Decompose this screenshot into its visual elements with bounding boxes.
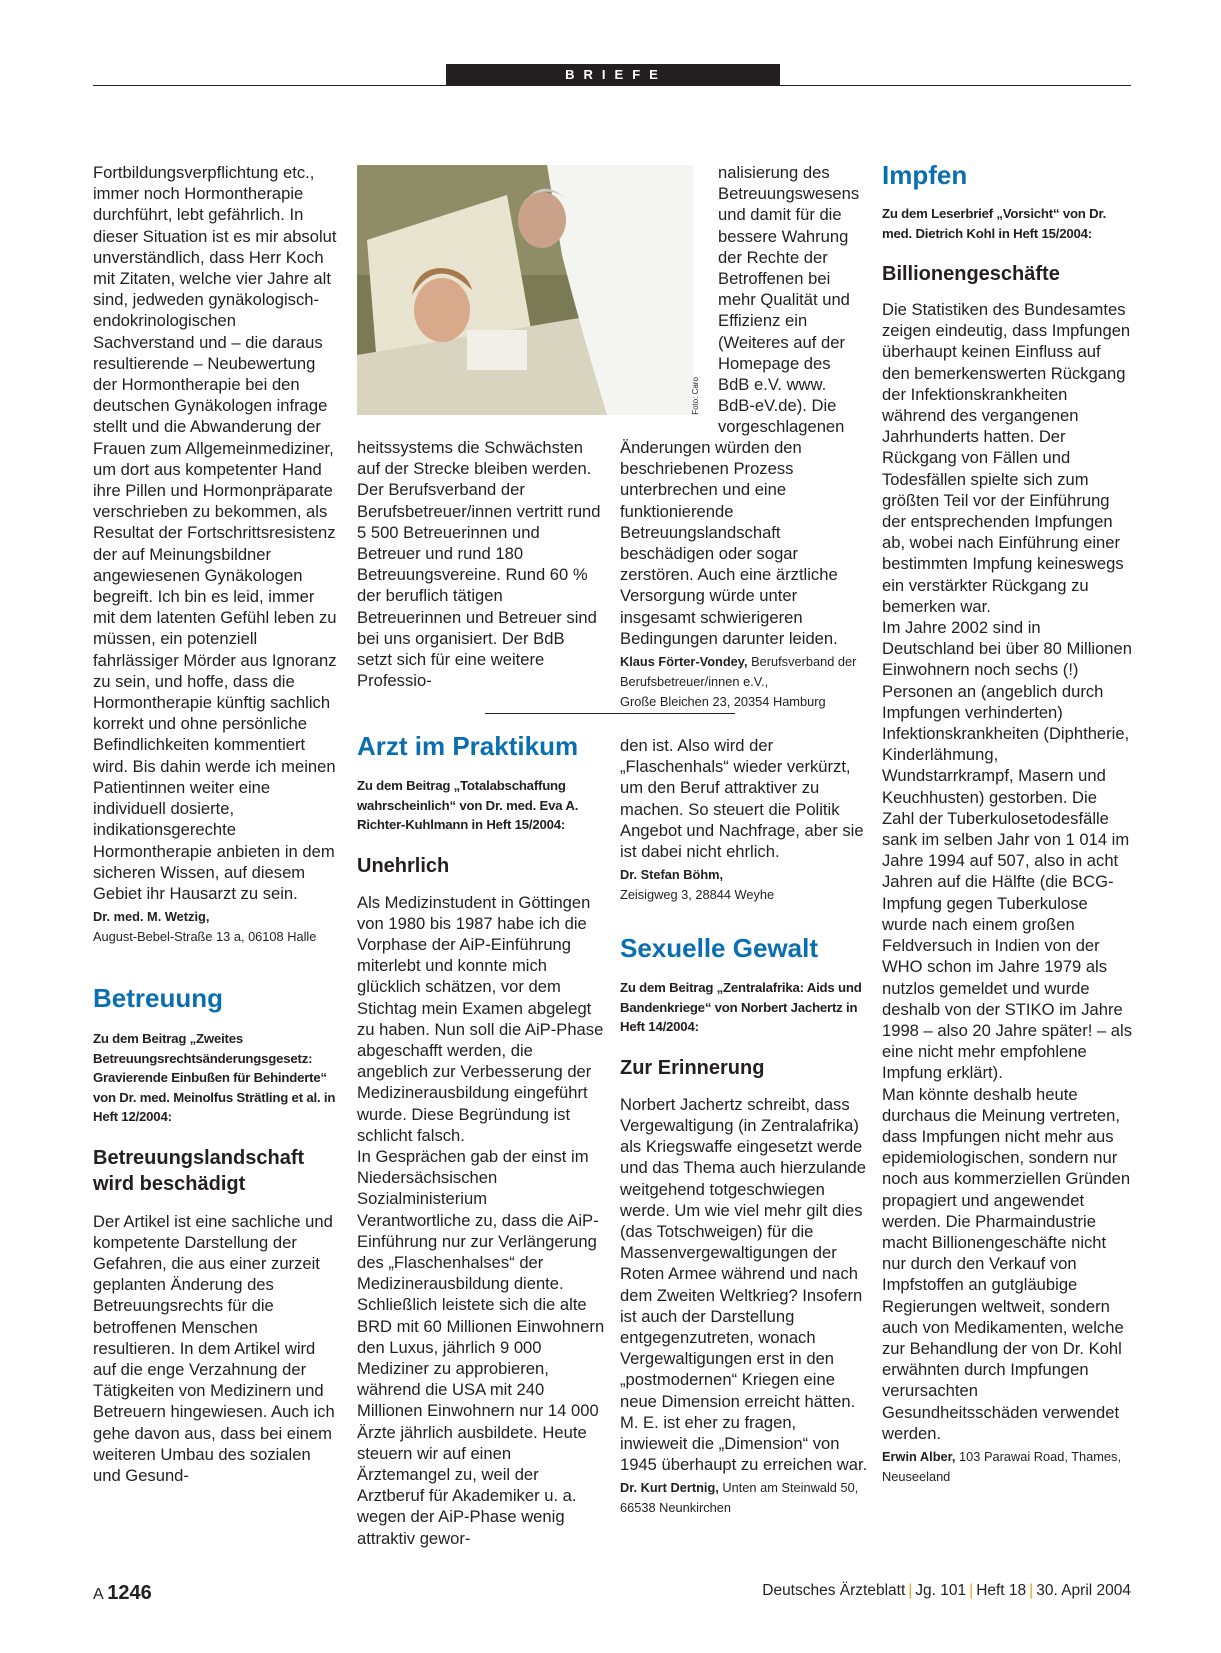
byline [93, 907, 339, 947]
rubric-heading: Betreuung [93, 983, 223, 1014]
section-divider [485, 713, 735, 714]
section-label: BRIEFE [446, 64, 780, 85]
separator: | [1029, 1582, 1034, 1599]
letter-paragraph: Änderungen würden den beschriebenen Prozess unterbrechen und eine funktionierende Betreuungslandschaft beschädigen oder sogar zerstören. Auch eine ärztliche Versorgung würde unter insgesamt schwierigeren Bedingungen darunter leiden. [620, 438, 838, 648]
byline [620, 865, 868, 905]
article-photo [357, 165, 700, 415]
rubric-heading: Impfen [882, 160, 968, 190]
author-name: Dr. med. M. Wetzig, [93, 909, 210, 925]
column-3-lower [620, 735, 868, 1518]
journal-date: 30. April 2004 [1036, 1582, 1131, 1599]
reference-note: Zu dem Beitrag „Zentralafrika: Aids und Bandenkriege“ von Norbert Jachertz in Heft 14/2004: [620, 980, 862, 1035]
author-address: August-Bebel-Straße 13 a, 06108 Halle [93, 929, 317, 945]
author-name: Erwin Alber, [882, 1448, 956, 1464]
author-address: Zeisigweg 3, 28844 Weyhe [620, 887, 775, 903]
letter-paragraph: Die Statistiken des Bundesamtes zeigen eindeutig, dass Impfungen überhaupt keinen Einfluss auf den bemerkenswerten Rückgang der Infektionskrankheiten während des vergangenen Jahrhunderts hatten. Der Rückgang von Fällen und Todesfällen spielte sich zum größten Teil vor der Einführung der entsprechenden Impfungen ab, wobei nach Einführung einer bestimmten Impfung keineswegs ein verstärkter Rückgang zu bemerken war. [882, 300, 1131, 616]
journal-name: Deutsches Ärzteblatt [762, 1582, 906, 1599]
byline [882, 1447, 1132, 1487]
column-3-side [718, 162, 866, 438]
letter-paragraph: Man könnte deshalb heute durchaus die Meinung vertreten, dass Impfungen nicht mehr aus epidemiologischen, sondern nur noch aus kommerziellen Gründen propagiert und angewendet werden. Die Pharmaindustrie macht Billionengeschäfte nicht nur durch den Verkauf von Impfstoffen an gutgläubige Regierungen weltweit, sondern auch von Medikamenten, welche zur Behandlung der von Dr. Kohl erwähnten durch Impfungen verursachten Gesundheitsschäden verwendet werden. [882, 1084, 1131, 1443]
letter-paragraph: den ist. Also wird der „Flaschenhals“ wieder verkürzt, um den Beruf attraktiver zu machen. So steuert die Politik Angebot und Nachfrage, aber sie ist dabei nicht ehrlich. [620, 736, 864, 862]
reference-note: Zu dem Leserbrief „Vorsicht“ von Dr. med. Dietrich Kohl in Heft 15/2004: [882, 206, 1107, 241]
author-name: Klaus Förter-Vondey, [620, 654, 748, 670]
letter-paragraph: Der Berufsverband der Berufsbetreuer/innen vertritt rund 5 500 Betreuerinnen und Betreuer und rund 180 Betreuungsvereine. Rund 60 % der beruflich tätigen Betreuerinnen und Betreuer sind bei uns organisiert. Der BdB setzt sich für eine weitere Professio- [357, 480, 601, 691]
letter-title: Billionengeschäfte [882, 263, 1060, 285]
letter-title: Unehrlich [357, 854, 450, 877]
author-address: Unten am Steinwald 50, 66538 Neunkirchen [620, 1480, 859, 1516]
byline [620, 652, 868, 712]
reference-note: Zu dem Beitrag „Zweites Betreuungsrechtsänderungsgesetz: Gravierende Einbußen für Behinderte“ von Dr. med. Meinolfus Strätling et al. in Heft 12/2004: [93, 1031, 336, 1125]
page-number [93, 1582, 152, 1605]
letter-title: Zur Erinnerung [620, 1056, 765, 1079]
reference-note: Zu dem Beitrag „Totalabschaffung wahrscheinlich“ von Dr. med. Eva A. Richter-Kuhlmann in Heft 15/2004: [357, 778, 579, 832]
column-3 [620, 437, 868, 712]
separator: | [969, 1582, 974, 1599]
journal-volume: Jg. 101 [915, 1582, 967, 1599]
page-prefix: A [93, 1586, 103, 1603]
author-name: Dr. Kurt Dertnig, [620, 1480, 719, 1496]
journal-issue: Heft 18 [976, 1582, 1027, 1599]
letter-paragraph: Der Artikel ist eine sachliche und kompetente Darstellung der Gefahren, die aus einer zurzeit geplanten Änderung des Betreuungsrechts für die betroffenen Menschen resultieren. In dem Artikel wird auf die enge Verzahnung der Tätigkeiten von Medizinern und Betreuern hingewiesen. Auch ich gehe davon aus, dass bei einem weiteren Umbau des sozialen und Gesund- [93, 1211, 335, 1486]
author-name: Dr. Stefan Böhm, [620, 867, 724, 883]
column-1 [93, 162, 339, 1486]
page-number-value: 1246 [107, 1582, 152, 1604]
column-2-lower [357, 731, 605, 1549]
letter-title: Betreuungslandschaft wird beschädigt [93, 1146, 305, 1195]
letter-paragraph: Als Medizinstudent in Göttingen von 1980 bis 1987 habe ich die Vorphase der AiP-Einführung miterlebt und konnte mich glücklich schätzen, vor dem Stichtag mein Examen abgelegt zu haben. Nun soll die AiP-Phase abgeschafft werden, die angeblich zur Verbesserung der Medizinerausbildung eingeführt wurde. Diese Begründung ist schlicht falsch. [357, 892, 604, 1145]
letter-paragraph: Im Jahre 2002 sind in Deutschland bei über 80 Millionen Einwohnern noch sechs (!) Personen an (angeblich durch Impfungen verhinderten) Infektionskrankheiten (Diphtherie, Kinderlähmung, Wundstarrkrampf, Masern und Keuchhusten) gestorben. Die Zahl der Tuberkulosetodesfälle sank im selben Jahr von 1 014 im Jahre 1994 auf 507, also in acht Jahren auf die Hälfte (die BCG-Impfung gegen Tuberkulose wurde nach einem großen Feldversuch in Indien von der WHO schon im Jahre 1979 als nutzlos gemeldet und wurde deshalb von der STIKO im Jahre 1998 – also 20 Jahre später! – als eine nicht mehr empfohlene Impfung erklärt). [882, 618, 1132, 1083]
letter-paragraph: Norbert Jachertz schreibt, dass Vergewaltigung (in Zentralafrika) als Kriegswaffe eingesetzt werde und das Thema auch hierzulande weitgehend totgeschwiegen werde. Um wie viel mehr gilt dies (das Totschweigen) für die Massenvergewaltigungen der Roten Armee während und nach dem Zweiten Weltkrieg? Insofern ist auch der Darstellung entgegenzutreten, wonach Vergewaltigungen erst in den „postmodernen“ Kriegen eine neue Dimension erreicht hätten. M. E. ist eher zu fragen, inwieweit die „Dimension“ von 1945 überhaupt zu erreichen war. [620, 1094, 868, 1475]
letter-paragraph: heitssystems die Schwächsten auf der Strecke bleiben werden. [357, 438, 592, 479]
author-affiliation: Berufsverband der Berufsbetreuer/innen e.V., [620, 654, 857, 690]
letter-paragraph: In Gesprächen gab der einst im Niedersächsischen Sozialministerium Verantwortliche zu, dass die AiP-Einführung nur zur Verlängerung des „Flaschenhalses“ der Medizinerausbildung diente. Schließlich leistete sich die alte BRD mit 60 Millionen Einwohnern den Luxus, jährlich 9 000 Mediziner zu approbieren, während die USA mit 240 Millionen Einwohnern nur 14 000 Ärzte jährlich ausbildete. Heute steuern wir auf einen Ärztemangel zu, weil der Arztberuf für Akademiker u. a. wegen der AiP-Phase wenig attraktiv gewor- [357, 1146, 605, 1548]
separator: | [908, 1582, 913, 1599]
letter-paragraph: nalisierung des Betreuungswesens und damit für die bessere Wahrung der Rechte der Betroffenen bei mehr Qualität und Effizienz ein (Weiteres auf der Homepage des BdB e.V. www. BdB-eV.de). Die vorgeschlagenen [718, 163, 860, 437]
author-address: Große Bleichen 23, 20354 Hamburg [620, 694, 826, 710]
header-rule [93, 85, 1131, 86]
byline [620, 1478, 868, 1518]
column-2 [357, 437, 603, 691]
author-address: 103 Parawai Road, Thames, Neuseeland [882, 1448, 1121, 1484]
letter-continuation: Fortbildungsverpflichtung etc., immer noch Hormontherapie durchführt, lebt gefährlich. In dieser Situation ist es mir absolut unverständlich, dass Herr Koch mit Zitaten, welche vier Jahre alt sind, jedweden gynäkologisch-endokrinologischen Sachverstand und – die daraus resultierende – Neubewertung der Hormontherapie bei den deutschen Gynäkologen infrage stellt und die Abwanderung der Frauen zum Allgemeinmediziner, um dort aus kompetenter Hand ihre Pillen und Hormonpräparate verschrieben zu bekommen, als Resultat der Fortschrittsresistenz der auf Meinungsbildner angewiesenen Gynäkologen begreift. Ich bin es leid, immer mit dem latenten Gefühl leben zu müssen, ein potenziell fahrlässiger Mörder aus Ignoranz zu sein, und hoffe, dass die Hormontherapie künftig sachlich korrekt und ohne persönliche Befindlichkeiten kommentiert wird. Bis dahin werde ich meinen Patientinnen weiter eine individuell dosierte, indikationsgerechte Hormontherapie anbieten in dem sicheren Wissen, auf diesem Gebiet ihr Hausarzt zu sein. [93, 163, 337, 903]
photo-credit: Foto: Caro [691, 377, 700, 415]
rubric-heading: Arzt im Praktikum [357, 731, 579, 761]
rubric-heading: Sexuelle Gewalt [620, 933, 818, 964]
column-4 [882, 160, 1132, 1487]
photo-illustration [357, 165, 693, 415]
journal-info [762, 1582, 1131, 1600]
